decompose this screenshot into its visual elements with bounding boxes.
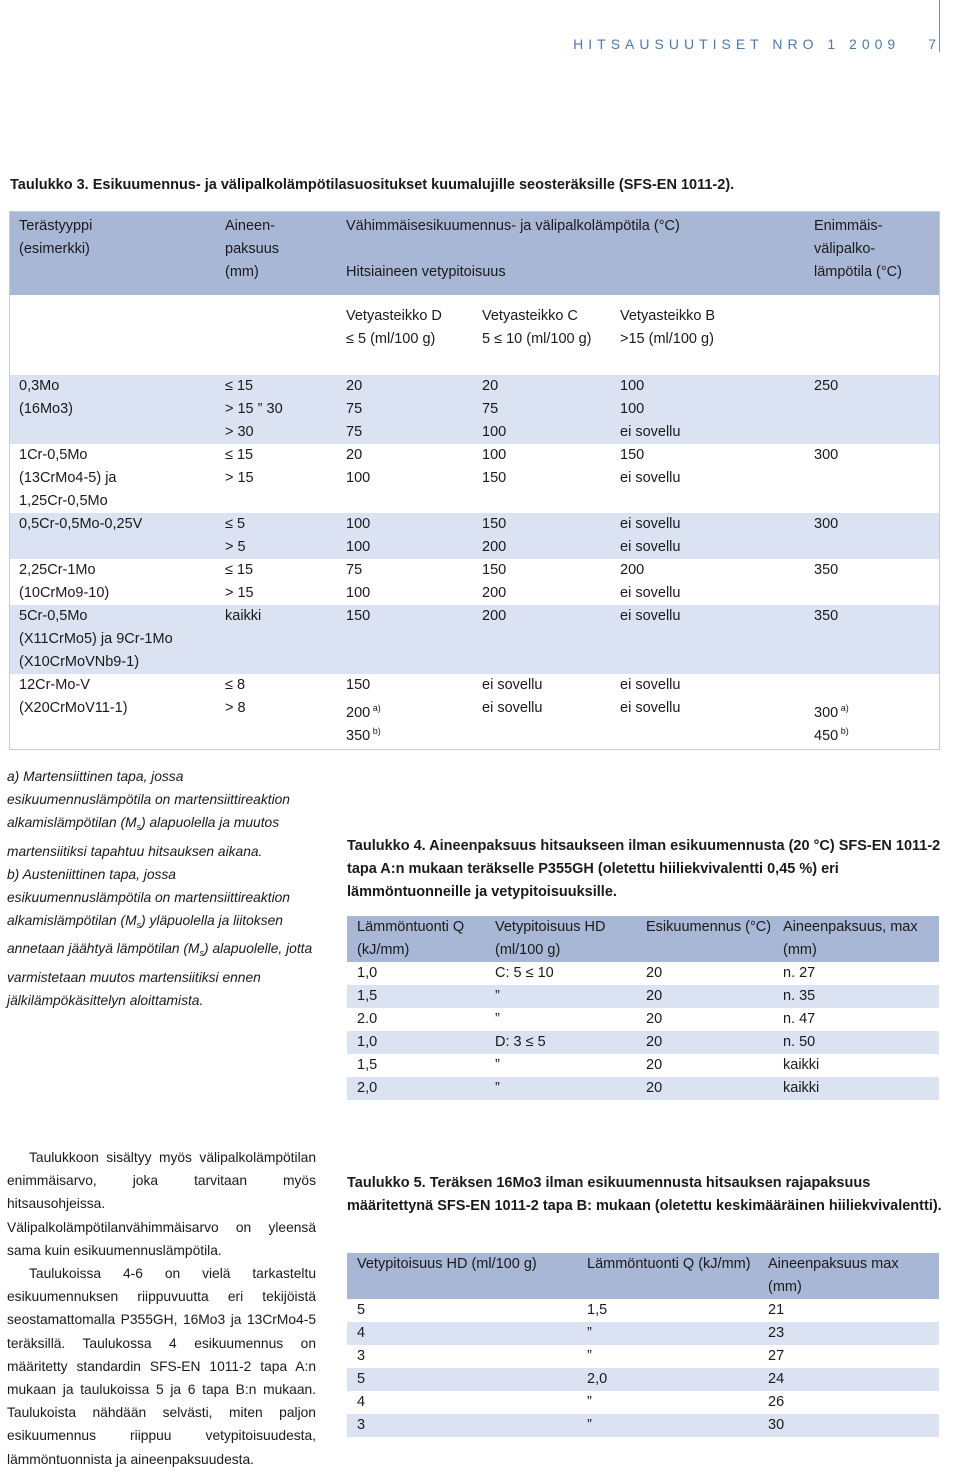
table-cell [620,467,680,490]
col-header-line: Aineen- [225,218,275,234]
table-cell: 20 [646,988,663,1004]
col-header-line: Terästyyppi [19,218,93,234]
col-header-line: lämpötila (°C) [814,264,902,280]
cell-value: (X20CrMoV11-1) [19,700,128,716]
cell-value: 150 [482,516,507,532]
table-cell [814,720,849,748]
subheader-scale-d [346,305,442,351]
running-title: HITSAUSUUTISET NRO 1 2009 [573,36,901,52]
table-cell [346,421,362,444]
cell-value: 20 [482,378,499,394]
table-cell [620,398,644,421]
table-cell [620,375,644,398]
cell-value: ei sovellu [482,677,543,693]
table-cell: ” [587,1394,592,1410]
table-cell: 4 [357,1394,366,1410]
footnote-text: ) alapuolelle, jotta varmistetaan muutos martensiitiksi ennen jälkilämpökäsittelyn aloittamista. [7,941,313,1008]
table-cell: 20 [646,1034,663,1050]
table-cell [620,421,680,444]
footnote-marker: a) [838,703,849,713]
cell-value: 150 [620,447,645,463]
table-cell [620,582,680,605]
cell-value: 200 [346,704,371,721]
page-number: 7 [928,36,936,52]
header-divider [939,0,940,52]
cell-value: ei sovellu [620,470,681,486]
table-cell [346,398,362,421]
cell-value: 350 [346,727,371,744]
paragraph: Taulukoissa 4-6 on vielä tarkasteltu esikuumennuksen riippuvuutta eri tekijöistä seostamattomalla P355GH, 16Mo3 ja 13CrMo4-5 teräksillä. Taulukossa 4 esikuumennus on määritetty standardin SFS-EN 1011-2 tapa A:n mukaan ja taulukoissa 5 ja 6 tapa B:n mukaan. Taulukoista nähdään selvästi, miten paljon esikuumennus riippuu vetypitoisuudesta, lämmöntuonnista ja aineenpaksuudesta. [7,1266,316,1467]
cell-value: 350 [814,562,839,578]
table-row [347,1031,939,1054]
table-row [347,962,939,985]
table-cell: 20 [646,965,663,981]
subscript: s [136,920,142,931]
table-cell [814,559,838,582]
table-cell [620,605,680,628]
table-row [10,559,939,582]
footnotes [7,765,322,1012]
cell-value: 20 [346,447,363,463]
footnote-text: ) alapuolella ja muutos martensiitiksi tapahtuu hitsauksen aikana. [7,815,280,859]
table-cell: 1,5 [587,1302,608,1318]
col-header-line: (mm) [225,264,259,280]
subheader-line: 5 ≤ 10 (ml/100 g) [482,331,592,347]
table-cell: 4 [357,1325,366,1341]
table-row [10,421,939,444]
table-cell: ” [587,1325,592,1341]
footnote-text: b) Austeniittinen tapa, jossa esikuumennuslämpötila on martensiittireaktion alkamislämpötilan (M [7,866,290,929]
cell-value: ei sovellu [620,608,681,624]
footnote-text: a) Martensiittinen tapa, jossa esikuumennuslämpötila on martensiittireaktion alkamislämpötilan (M [7,769,290,831]
table-cell: 26 [768,1394,785,1410]
table-row [10,398,939,421]
table-cell [19,628,173,651]
table-cell [482,421,506,444]
cell-value: ei sovellu [620,424,681,440]
table-row [347,1322,939,1345]
cell-value: (X11CrMo5) ja 9Cr-1Mo [19,631,173,647]
table-cell [19,559,96,582]
cell-value: > 15 ” 30 [225,401,283,417]
table-cell: 20 [646,1080,663,1096]
table-cell: 1,0 [357,1034,378,1050]
table-cell [346,467,370,490]
table-cell: 20 [646,1011,663,1027]
table-cell [482,375,498,398]
table-header-row [347,916,939,962]
cell-value: 450 [814,727,839,744]
table3-body [10,375,939,743]
footnote-text: ) yläpuolella ja liitoksen annetaan jäähtyä lämpötilan (M [7,913,283,957]
table-cell [346,536,370,559]
table-cell [225,467,254,490]
footnote-marker: b) [838,726,849,736]
table-cell [482,444,506,467]
table-cell: n. 50 [783,1034,816,1050]
cell-value: 100 [346,585,371,601]
table-cell: 30 [768,1417,785,1433]
table-cell: D: 3 ≤ 5 [495,1034,546,1050]
running-header [573,36,936,52]
col-header-line: Enimmäis- [814,218,883,234]
table-cell [346,513,370,536]
table-cell: ” [587,1348,592,1364]
table-row [347,1345,939,1368]
table-cell: 27 [768,1348,785,1364]
table-cell [620,444,644,467]
table-cell: 21 [768,1302,785,1318]
table-cell [346,720,381,748]
cell-value: 200 [620,562,645,578]
table-row [10,536,939,559]
table-cell [225,582,254,605]
table-row [10,628,939,651]
table-cell [225,421,254,444]
table-cell [19,467,117,490]
table-cell [19,398,73,421]
table-row [347,985,939,1008]
table-cell [225,398,283,421]
cell-value: 0,5Cr-0,5Mo-0,25V [19,516,143,532]
cell-value: 75 [346,562,363,578]
table-cell [620,513,680,536]
table-row [347,1391,939,1414]
table-cell [225,605,261,628]
column-header: Aineenpaksuus max (mm) [768,1256,899,1295]
table5-title: Taulukko 5. Teräksen 16Mo3 ilman esikuumennusta hitsauksen rajapaksuus määritettynä SFS-EN 1011-2 tapa B: mukaan (oletettu keskimääräinen hiiliekvivalentti). [347,1175,942,1214]
footnote-a [7,765,322,863]
cell-value: > 8 [225,700,246,716]
cell-value: 5Cr-0,5Mo [19,608,88,624]
table-cell: kaikki [783,1057,820,1073]
cell-value: ei sovellu [620,539,681,555]
cell-value: 100 [346,516,371,532]
cell-value: > 30 [225,424,254,440]
column-header: Lämmöntuonti Q (kJ/mm) [357,919,465,958]
table-cell [814,605,838,628]
table-cell: kaikki [783,1080,820,1096]
table-cell: 2.0 [357,1011,378,1027]
cell-value: 2,25Cr-1Mo [19,562,96,578]
cell-value: (X10CrMoVNb9-1) [19,654,140,670]
table-cell [482,582,506,605]
table-cell [225,536,246,559]
table-row [10,697,939,720]
table-cell [346,559,362,582]
cell-value: > 5 [225,539,246,555]
footnote-b [7,863,322,1012]
table-cell: ” [495,1057,500,1073]
cell-value: 300 [814,447,839,463]
table4-title: Taulukko 4. Aineenpaksuus hitsaukseen ilman esikuumennusta (20 °C) SFS-EN 1011-2 tapa A:n mukaan teräkselle P355GH (oletettu hiiliekvivalentti 0,45 %) eri lämmöntuonneille ja vetypitoisuuksille. [347,838,941,900]
table-row [347,1368,939,1391]
subheader-scale-b [620,305,715,351]
subheader-line: Vetyasteikko B [620,308,716,324]
table-cell [346,582,370,605]
cell-value: ≤ 8 [225,677,246,693]
cell-value: ei sovellu [620,585,681,601]
table-cell [346,674,370,697]
cell-value: 100 [482,447,507,463]
table-cell [19,490,108,513]
cell-value: 250 [814,378,839,394]
table-cell [19,651,139,674]
footnote-marker: a) [370,703,381,713]
body-text [7,1146,316,1471]
cell-value: 150 [346,677,371,693]
table-cell [225,674,245,697]
table-cell: n. 35 [783,988,816,1004]
table-cell [814,513,838,536]
cell-value: 150 [346,608,371,624]
table-cell: n. 27 [783,965,816,981]
table-cell [19,513,142,536]
table-cell [482,559,506,582]
table-cell [225,559,253,582]
table4 [347,916,939,1100]
table-row [10,467,939,490]
cell-value: ≤ 15 [225,562,254,578]
table-cell [482,605,506,628]
table-row [347,1077,939,1100]
table-cell [19,674,90,697]
table3 [9,211,940,750]
table-cell: 2,0 [357,1080,378,1096]
table-header-row [347,1253,939,1299]
table-cell: ” [495,1011,500,1027]
table-row [10,490,939,513]
subheader-scale-c [482,305,592,351]
cell-value: 1Cr-0,5Mo [19,447,88,463]
col-header-max-interpass [814,215,902,284]
cell-value: ei sovellu [620,700,681,716]
cell-value: 200 [482,585,507,601]
table3-title: Taulukko 3. Esikuumennus- ja välipalkolämpötilasuositukset kuumalujille seosteräksille (SFS-EN 1011-2). [10,177,735,193]
cell-value: ei sovellu [620,516,681,532]
cell-value: (13CrMo4-5) ja [19,470,117,486]
table-cell [620,536,680,559]
table-cell [19,582,109,605]
column-header: Esikuumennus (°C) [646,919,772,935]
table-cell [482,674,542,697]
table-cell: ” [495,1080,500,1096]
table-cell [482,536,506,559]
table-cell [346,375,362,398]
table-cell [814,444,838,467]
subheader-line: >15 (ml/100 g) [620,331,714,347]
cell-value: 300 [814,516,839,532]
table-cell: 24 [768,1371,785,1387]
footnote-marker: b) [370,726,381,736]
cell-value: ≤ 5 [225,516,246,532]
table-row [10,513,939,536]
cell-value: 200 [482,608,507,624]
col-header-line: paksuus [225,241,280,257]
table-cell [620,559,644,582]
table-cell: 1,5 [357,988,378,1004]
table-cell [225,697,246,720]
table-cell: 1,0 [357,965,378,981]
table-cell [482,398,498,421]
table-cell [346,444,362,467]
table-row [10,605,939,628]
table-row [10,651,939,674]
cell-value: 150 [482,470,507,486]
cell-value: 100 [620,401,645,417]
cell-value: 12Cr-Mo-V [19,677,90,693]
table-row [10,375,939,398]
table-cell: 5 [357,1302,366,1318]
col-header-line: välipalko- [814,241,876,257]
subscript: s [199,948,205,959]
column-header: Lämmöntuonti Q (kJ/mm) [587,1256,751,1272]
cell-value: 100 [620,378,645,394]
column-header: Vetypitoisuus HD (ml/100 g) [495,919,606,958]
table-cell: ” [495,988,500,1004]
cell-value: 200 [482,539,507,555]
table5 [347,1253,939,1437]
table-row [347,1008,939,1031]
table-cell [482,697,542,720]
table-cell [19,375,59,398]
table-row [347,1414,939,1437]
col-header-line: (esimerkki) [19,241,90,257]
cell-value: kaikki [225,608,262,624]
cell-value: 100 [346,539,371,555]
table-cell: 3 [357,1417,366,1433]
paragraph: Taulukkoon sisältyy myös välipalkolämpötilan enimmäisarvo, joka tarvitaan myös hitsausohjeissa. Välipalkolämpötilanvähimmäisarvo on yleensä sama kuin esikuumennuslämpötila. [7,1150,316,1258]
col-header-steel-type [19,215,92,261]
table-cell: 1,5 [357,1057,378,1073]
table-cell [620,697,680,720]
cell-value: ≤ 15 [225,378,254,394]
cell-value: 100 [482,424,507,440]
cell-value: 100 [346,470,371,486]
table-cell [19,444,88,467]
table-cell [814,375,838,398]
col-header-hydrogen: Hitsiaineen vetypitoisuus [346,264,506,280]
table-cell [225,513,245,536]
table-cell [346,605,370,628]
cell-value: 0,3Mo [19,378,60,394]
subheader-line: Vetyasteikko C [482,308,578,324]
subscript: s [136,822,142,833]
cell-value: (16Mo3) [19,401,73,417]
cell-value: ei sovellu [620,677,681,693]
table-cell: 5 [357,1371,366,1387]
cell-value: 20 [346,378,363,394]
column-header: Vetypitoisuus HD (ml/100 g) [357,1256,537,1272]
table-cell: 2,0 [587,1371,608,1387]
col-header-preheat: Vähimmäisesikuumennus- ja välipalkolämpötila (°C) [346,218,680,234]
table-cell: ” [587,1417,592,1433]
cell-value: 300 [814,704,839,721]
table-cell [225,375,253,398]
table-cell: 3 [357,1348,366,1364]
table-row [10,582,939,605]
cell-value: > 15 [225,470,254,486]
table-row [10,444,939,467]
table-cell: C: 5 ≤ 10 [495,965,554,981]
table-cell [620,674,680,697]
cell-value: 350 [814,608,839,624]
cell-value: ≤ 15 [225,447,254,463]
cell-value: (10CrMo9-10) [19,585,110,601]
table-cell [482,467,506,490]
subheader-line: Vetyasteikko D [346,308,442,324]
table-cell: 23 [768,1325,785,1341]
subheader-line: ≤ 5 (ml/100 g) [346,331,436,347]
column-header: Aineenpaksuus, max (mm) [783,919,918,958]
table-cell [225,444,253,467]
cell-value: 1,25Cr-0,5Mo [19,493,108,509]
col-header-thickness [225,215,279,284]
table-cell [19,605,88,628]
cell-value: 75 [346,401,363,417]
table-cell: 20 [646,1057,663,1073]
table-cell [19,697,128,720]
table-row [347,1299,939,1322]
table-cell: n. 47 [783,1011,816,1027]
cell-value: 75 [346,424,363,440]
cell-value: ei sovellu [482,700,543,716]
cell-value: 75 [482,401,499,417]
table-row [10,674,939,697]
cell-value: > 15 [225,585,254,601]
table-row [10,720,939,743]
table-cell [482,513,506,536]
cell-value: 150 [482,562,507,578]
table-row [347,1054,939,1077]
